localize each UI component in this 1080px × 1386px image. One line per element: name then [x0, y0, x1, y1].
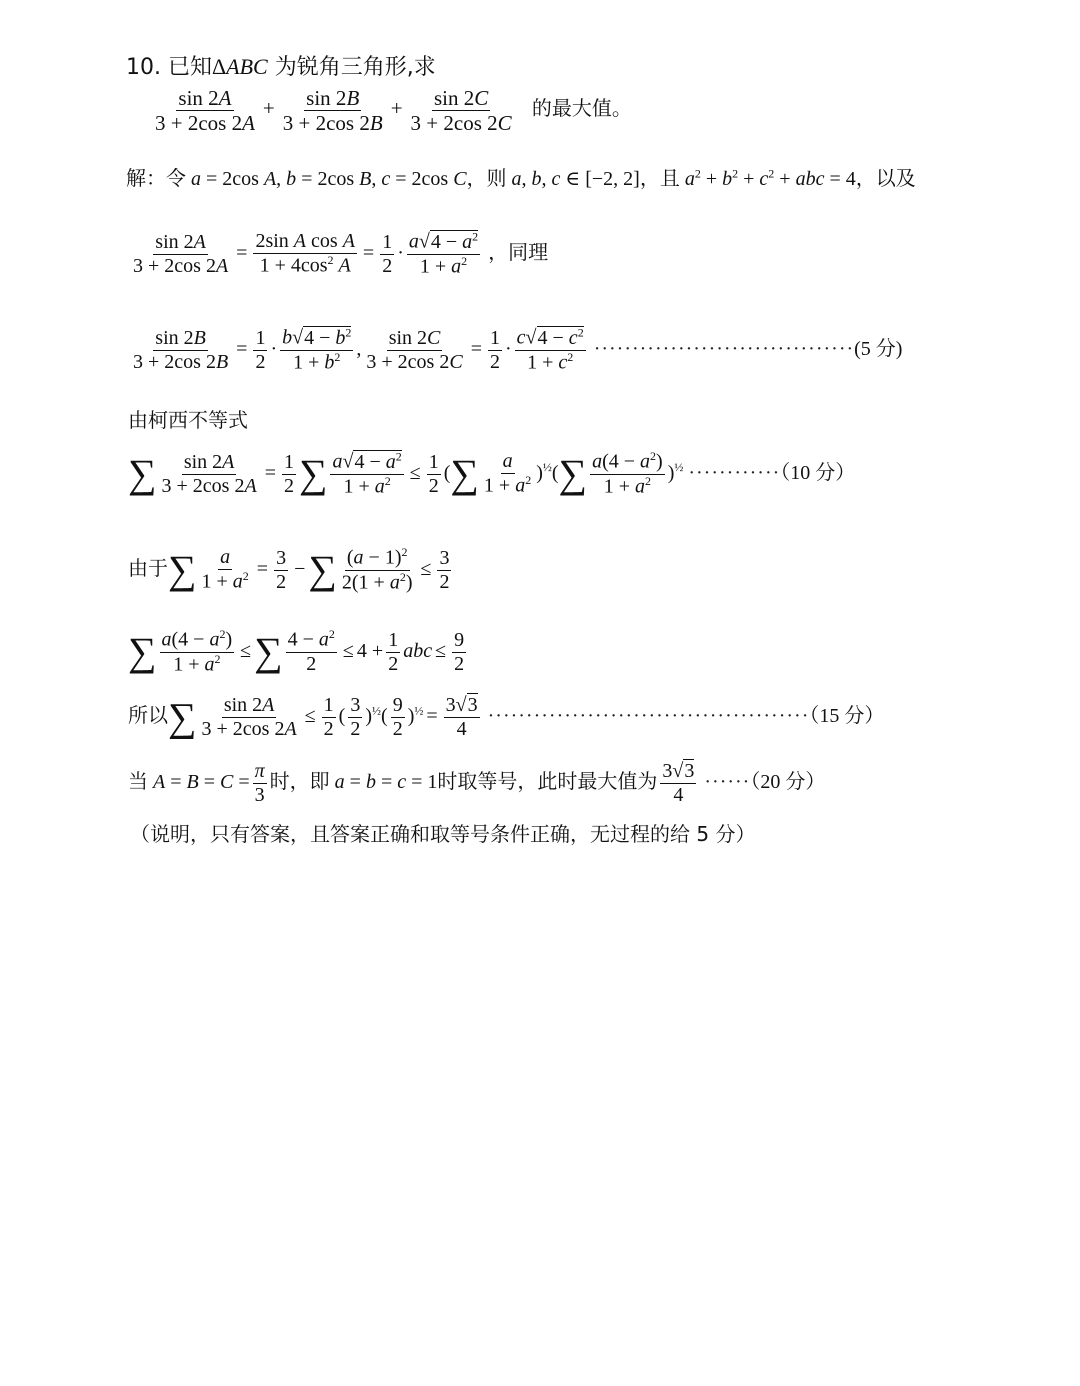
problem-statement: 10. 已知ΔABC 为锐角三角形,求 — [126, 54, 436, 80]
when-mid: 时，即 — [269, 769, 330, 794]
score-15: （15 分） — [809, 705, 885, 728]
therefore-label: 所以 — [128, 703, 168, 728]
equality-case: 当 A = B = C = $\frac{\pi}{3}$ 时，即 a = b = c = 1时取等号，此时最大值为 $\frac{3√3}{4}$ ······（20 分） — [128, 760, 826, 806]
score-5: (5 分) — [854, 337, 903, 360]
intro-and: ，且 — [639, 166, 680, 190]
intro-label: 解：令 — [126, 166, 186, 190]
target-tail: 的最大值。 — [531, 96, 632, 121]
since-label: 由于 — [128, 555, 168, 580]
equation-since: 由于∑ $\frac{a}{1 + a^2}$ = $\frac{3}{2}$ −∑ $\frac{(a - 1)^2}{2(1 + a^2)}$ ≤ $\frac{3}{2}$ — [128, 545, 450, 594]
problem-number: 10. — [126, 55, 161, 80]
intro-mid: ，则 — [466, 166, 507, 190]
target-expression: $\frac{\sin 2A}{3 + 2\cos 2A}$ + $\frac{\sin 2B}{3 + 2\cos 2B}$ + $\frac{\sin 2C}{3 + 2\cos 2C}$ 的最大值。 — [155, 86, 632, 136]
when-label: 当 — [128, 769, 148, 794]
equation-second-bound: ∑ $\frac{a(4 - a^2)}{1 + a^2}$ ≤∑ $\frac{4 - a^2}{2}$ ≤ 4 + $\frac{1}{2}$ abc ≤ $\frac{9}{2}$ — [128, 627, 465, 676]
when-mid2: 时取等号，此时最大值为 — [437, 769, 658, 794]
score-10: （10 分） — [780, 461, 856, 484]
equation-cauchy: ∑ $\frac{\sin 2A}{3 + 2\cos 2A}$ = $\frac{1}{2}$ ∑ $\frac{a√4 - a^2}{1 + a^2}$ ≤ $\frac{1}{2}$ (∑ $\frac{a}{1 + a^2}$ )$^{\frac{1}{2}}$(∑ $\frac{a(4 - a^2)}{1 + a^2}$ )$^{\frac{1}{2}}$ ············（10 分） — [128, 449, 856, 498]
score-20: （20 分） — [750, 771, 826, 794]
intro-tail: ，以及 — [855, 166, 916, 190]
cauchy-label: 由柯西不等式 — [128, 408, 248, 432]
equation-bc-terms: $\frac{\sin 2B}{3 + 2\cos 2B}$ = $\frac{1}{2}$ · $\frac{b√4 - b^2}{1 + b^2}$ , $\frac{\sin 2C}{3 + 2\cos 2C}$ = $\frac{1}{2}$ · $\frac{c√4 - c^2}{1 + c^2}$ ··································(5 分) — [133, 325, 903, 374]
problem-stem: 已知 — [168, 55, 213, 80]
grading-note: （说明，只有答案，且答案正确和取等号条件正确，无过程的给 5 分） — [130, 822, 756, 846]
equation-a-term: $\frac{\sin 2A}{3 + 2\cos 2A}$ = $\frac{\text{2sin A cos A}}{1 + 4\cos^2 A}$ = $\frac{1}{2}$ · $\frac{a√4 - a^2}{1 + a^2}$ ，同理 — [133, 229, 549, 278]
solution-substitution: 解：令 a = 2cos A, b = 2cos B, c = 2cos C，则 a, b, c ∈ [−2, 2]，且 $a^2 + b^2 + c^2$ + abc = 4，以及 — [126, 166, 916, 190]
problem-stem-tail: 为锐角三角形,求 — [274, 55, 436, 80]
same-reason: ，同理 — [488, 239, 549, 264]
equation-therefore: 所以∑ $\frac{\sin 2A}{3 + 2\cos 2A}$ ≤ $\frac{1}{2}$ ( $\frac{3}{2}$ )$^{\frac{1}{2}}$( $\frac{9}{2}$ )$^{\frac{1}{2}}$ = $\frac{3√3}{4}$ ··········································（15 分） — [128, 694, 885, 740]
